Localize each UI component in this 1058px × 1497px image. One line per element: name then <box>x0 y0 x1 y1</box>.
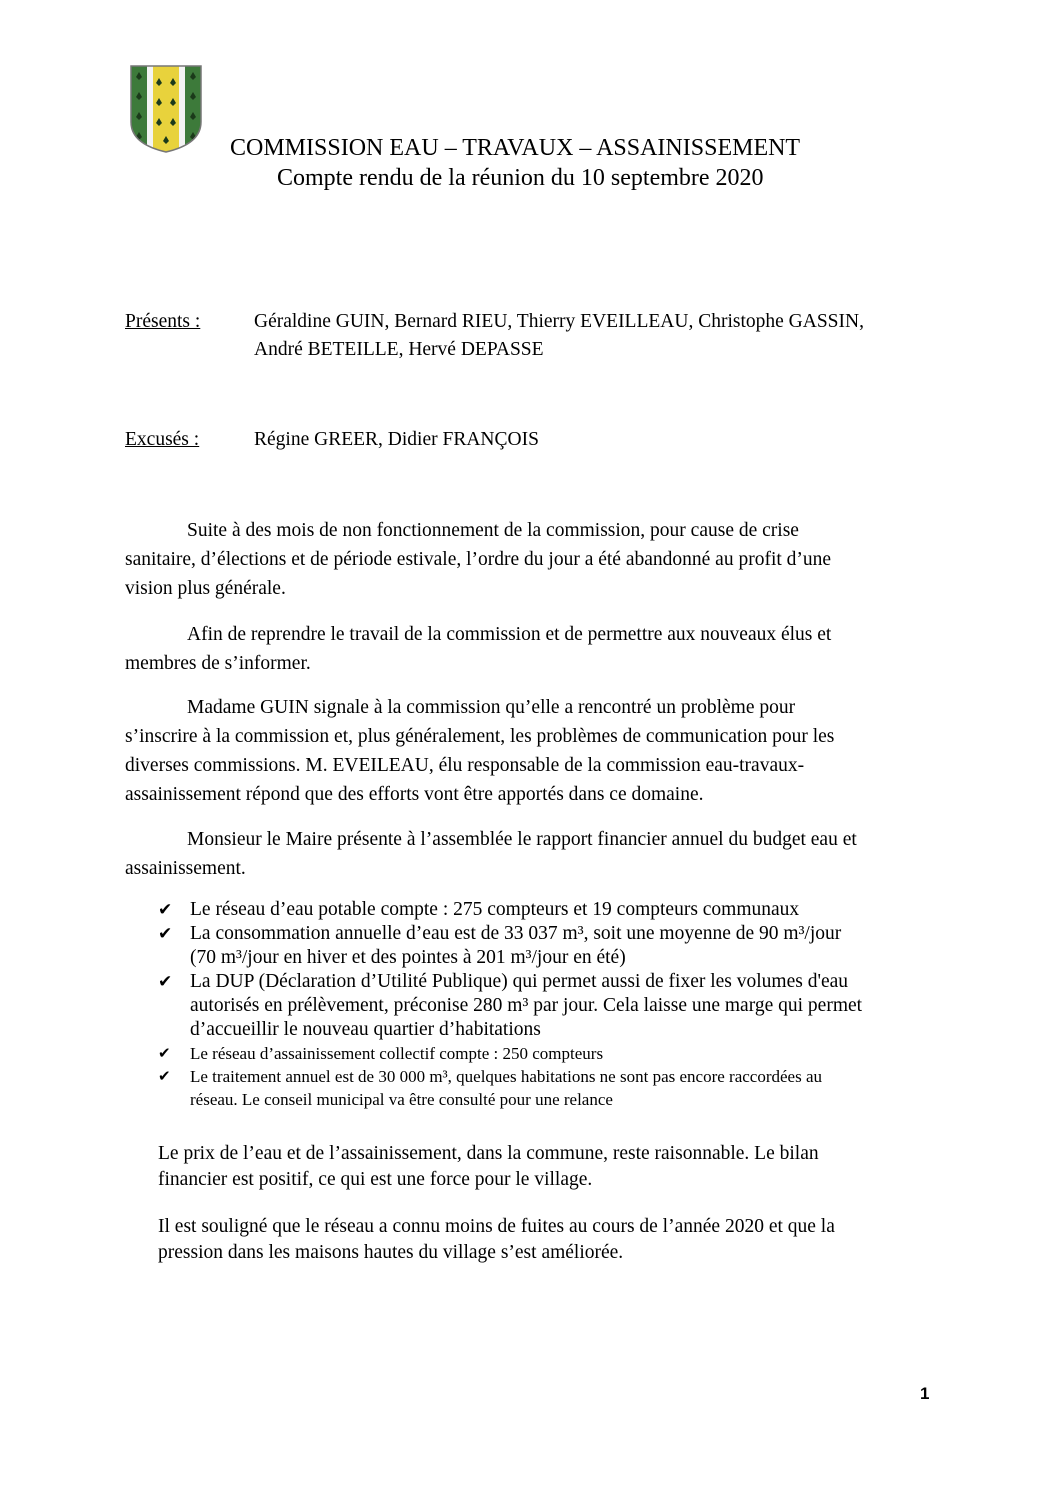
list-item-line: (70 m³/jour en hiver et des pointes à 201 m³/jour en été) <box>190 947 626 968</box>
paragraph-line: Monsieur le Maire présente à l’assemblée le rapport financier annuel du budget eau et <box>187 829 857 850</box>
paragraph-financial-report <box>125 825 935 883</box>
checkmark-icon: ✔ <box>158 1067 171 1085</box>
list-item-line: autorisés en prélèvement, préconise 280 m³ par jour. Cela laisse une marge qui permet <box>190 995 863 1016</box>
present-names-line1: Géraldine GUIN, Bernard RIEU, Thierry EVEILLEAU, Christophe GASSIN, <box>254 311 864 332</box>
paragraph-line: Madame GUIN signale à la commission qu’elle a rencontré un problème pour <box>187 697 796 718</box>
key-figures-list <box>158 898 948 1111</box>
excused-names: Régine GREER, Didier FRANÇOIS <box>254 429 539 450</box>
checkmark-icon: ✔ <box>158 1044 171 1062</box>
list-item <box>158 922 948 970</box>
list-item-line: Le traitement annuel est de 30 000 m³, quelques habitations ne sont pas encore raccordées au <box>190 1067 822 1086</box>
paragraph-line: pression dans les maisons hautes du village s’est améliorée. <box>158 1242 624 1263</box>
paragraph-line: financier est positif, ce qui est une force pour le village. <box>158 1169 593 1190</box>
list-item-line: La consommation annuelle d’eau est de 33 037 m³, soit une moyenne de 90 m³/jour <box>190 923 842 944</box>
list-item <box>158 1042 948 1065</box>
excused-label: Excusés : <box>125 429 200 450</box>
paragraph-line: Il est souligné que le réseau a connu moins de fuites au cours de l’année 2020 et que la <box>158 1216 835 1237</box>
paragraph-purpose <box>125 620 935 678</box>
paragraph-line: assainissement. <box>125 858 246 879</box>
paragraph-line: s’inscrire à la commission et, plus généralement, les problèmes de communication pour les <box>125 726 835 747</box>
document-title: COMMISSION EAU – TRAVAUX – ASSAINISSEMENT <box>230 135 801 161</box>
paragraph-line: Afin de reprendre le travail de la commission et de permettre aux nouveaux élus et <box>187 624 832 645</box>
paragraph-price-assessment <box>158 1141 938 1193</box>
present-names-line2: André BETEILLE, Hervé DEPASSE <box>254 339 544 360</box>
municipal-crest-logo <box>129 64 203 154</box>
paragraph-line: diverses commissions. M. EVEILEAU, élu responsable de la commission eau-travaux- <box>125 755 805 776</box>
present-label-row <box>125 309 200 335</box>
document-subtitle: Compte rendu de la réunion du 10 septembre 2020 <box>277 165 764 191</box>
list-item-line: La DUP (Déclaration d’Utilité Publique) qui permet aussi de fixer les volumes d'eau <box>190 971 849 992</box>
paragraph-line: Suite à des mois de non fonctionnement de la commission, pour cause de crise <box>187 520 799 541</box>
present-label: Présents : <box>125 311 201 332</box>
list-item-line: réseau. Le conseil municipal va être consulté pour une relance <box>190 1090 613 1109</box>
paragraph-communication <box>125 693 935 809</box>
paragraph-line: membres de s’informer. <box>125 653 311 674</box>
paragraph-line: sanitaire, d’élections et de période estivale, l’ordre du jour a été abandonné au profit d’une <box>125 549 832 570</box>
excused-label-row <box>125 427 199 453</box>
paragraph-line: Le prix de l’eau et de l’assainissement, dans la commune, reste raisonnable. Le bilan <box>158 1143 819 1164</box>
list-item-line: Le réseau d’assainissement collectif compte : 250 compteurs <box>190 1044 604 1063</box>
paragraph-line: assainissement répond que des efforts vont être apportés dans ce domaine. <box>125 784 704 805</box>
page-number: 1 <box>920 1384 930 1403</box>
checkmark-icon: ✔ <box>158 900 173 920</box>
list-item-line: Le réseau d’eau potable compte : 275 compteurs et 19 compteurs communaux <box>190 899 800 920</box>
paragraph-network-improvement <box>158 1214 938 1266</box>
list-item <box>158 1065 948 1111</box>
checkmark-icon: ✔ <box>158 972 173 992</box>
list-item <box>158 970 948 1042</box>
list-item <box>158 898 948 922</box>
list-item-line: d’accueillir le nouveau quartier d’habitations <box>190 1019 541 1040</box>
paragraph-intro <box>125 516 935 603</box>
paragraph-line: vision plus générale. <box>125 578 286 599</box>
checkmark-icon: ✔ <box>158 924 173 944</box>
